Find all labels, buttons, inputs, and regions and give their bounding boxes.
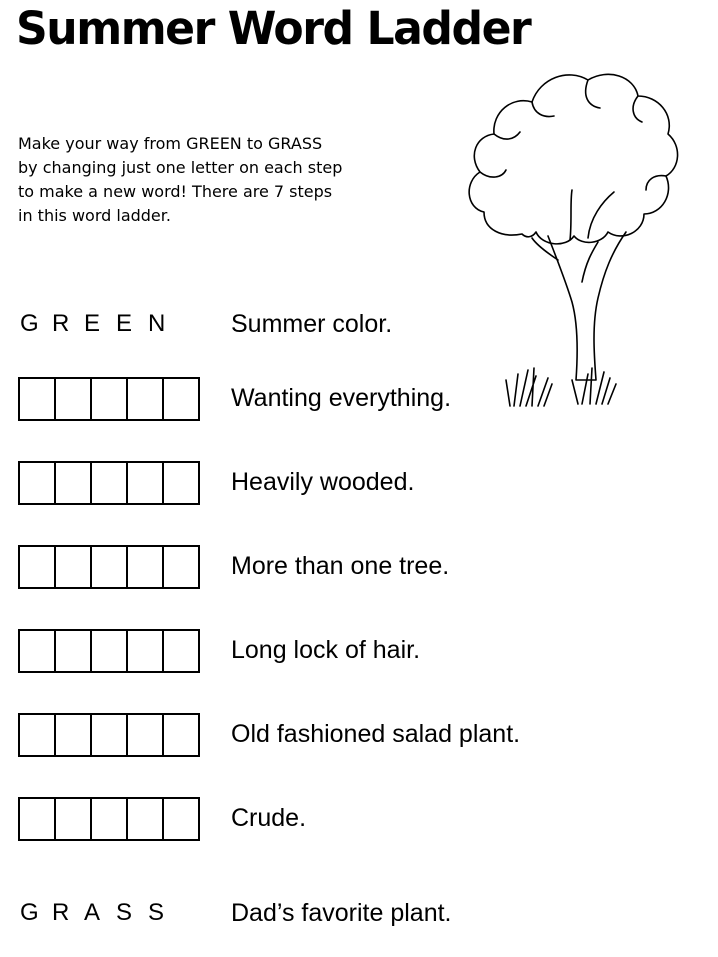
letter-box[interactable] (128, 631, 164, 671)
letter: A (84, 899, 101, 926)
ladder-step (0, 461, 718, 509)
ladder-step-end (0, 892, 718, 940)
letter-box[interactable] (92, 799, 128, 839)
given-word (20, 898, 180, 928)
letter-box[interactable] (56, 379, 92, 419)
letter-box[interactable] (56, 799, 92, 839)
answer-boxes[interactable] (18, 545, 200, 589)
ladder-step (0, 713, 718, 761)
letter: S (116, 899, 133, 926)
letter-box[interactable] (164, 547, 198, 587)
tree-canopy (469, 74, 677, 244)
ladder-step (0, 629, 718, 677)
given-word (20, 309, 180, 339)
letter-box[interactable] (56, 715, 92, 755)
letter-box[interactable] (20, 547, 56, 587)
letter-box[interactable] (128, 715, 164, 755)
instructions-line: to make a new word! There are 7 steps (18, 182, 333, 201)
letter: E (84, 310, 101, 337)
letter: R (52, 310, 70, 337)
letter-box[interactable] (20, 799, 56, 839)
letter-box[interactable] (20, 631, 56, 671)
letter-box[interactable] (128, 799, 164, 839)
letter-box[interactable] (20, 463, 56, 503)
instructions-line: by changing just one letter on each step (18, 158, 343, 177)
clue-text: Summer color. (231, 310, 393, 338)
letter-box[interactable] (92, 715, 128, 755)
clue-text: Crude. (231, 804, 307, 832)
ladder-step (0, 797, 718, 845)
worksheet-title: Summer Word Ladder (16, 2, 531, 55)
letter: S (148, 899, 165, 926)
clue-text: Old fashioned salad plant. (231, 720, 521, 748)
letter-box[interactable] (92, 379, 128, 419)
clue-text: Dad’s favorite plant. (231, 899, 452, 927)
letter-box[interactable] (128, 379, 164, 419)
letter-box[interactable] (164, 631, 198, 671)
letter-box[interactable] (56, 547, 92, 587)
letter-box[interactable] (164, 799, 198, 839)
letter-box[interactable] (128, 547, 164, 587)
instructions-line: Make your way from GREEN to GRASS (18, 134, 323, 153)
clue-text: More than one tree. (231, 552, 450, 580)
letter-box[interactable] (92, 631, 128, 671)
ladder-step (0, 545, 718, 593)
instructions (18, 132, 438, 228)
letter-box[interactable] (20, 715, 56, 755)
ladder-step-start (0, 303, 718, 351)
clue-text: Heavily wooded. (231, 468, 415, 496)
letter-box[interactable] (56, 463, 92, 503)
answer-boxes[interactable] (18, 461, 200, 505)
answer-boxes[interactable] (18, 797, 200, 841)
letter-box[interactable] (164, 463, 198, 503)
tree-illustration (462, 62, 682, 412)
clue-text: Long lock of hair. (231, 636, 421, 664)
letter-box[interactable] (128, 463, 164, 503)
letter: R (52, 899, 70, 926)
letter-box[interactable] (56, 631, 92, 671)
letter-box[interactable] (92, 547, 128, 587)
answer-boxes[interactable] (18, 377, 200, 421)
answer-boxes[interactable] (18, 713, 200, 757)
letter-box[interactable] (20, 379, 56, 419)
letter: G (20, 310, 39, 337)
answer-boxes[interactable] (18, 629, 200, 673)
letter: E (116, 310, 133, 337)
ladder-step (0, 377, 718, 425)
letter: N (148, 310, 166, 337)
letter-box[interactable] (92, 463, 128, 503)
instructions-line: in this word ladder. (18, 206, 171, 225)
clue-text: Wanting everything. (231, 384, 452, 412)
letter-box[interactable] (164, 715, 198, 755)
letter: G (20, 899, 39, 926)
letter-box[interactable] (164, 379, 198, 419)
